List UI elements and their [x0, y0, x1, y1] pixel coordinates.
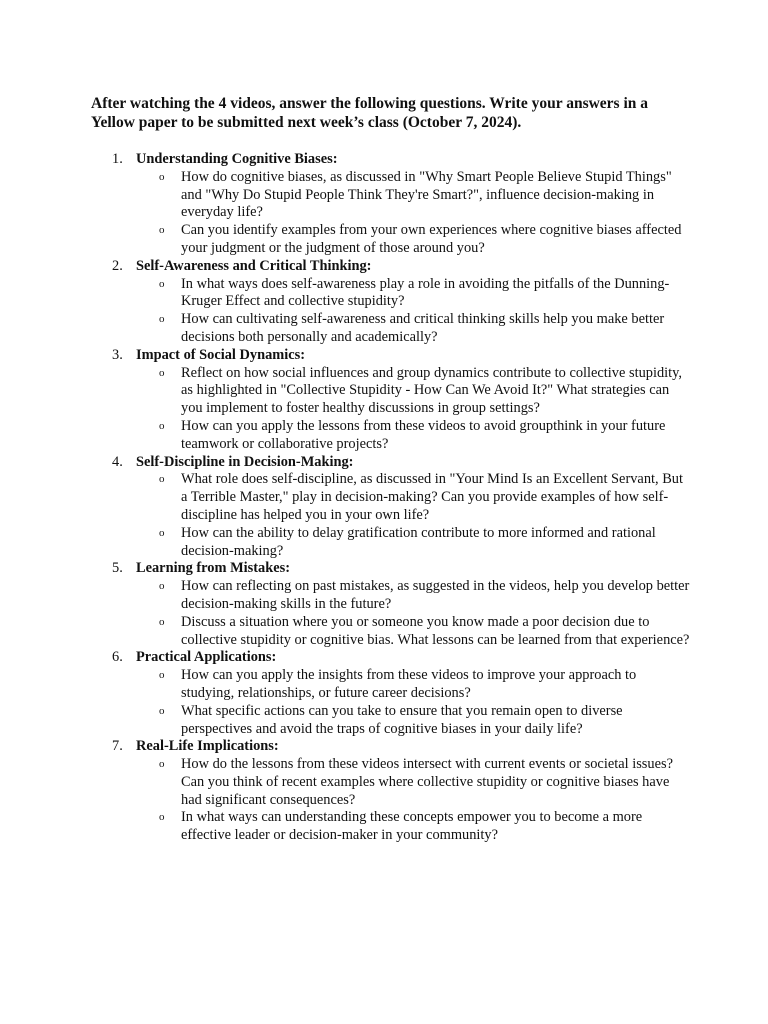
sub-question-item — [136, 169, 691, 222]
sub-question-text: What role does self-discipline, as discussed in "Your Mind Is an Excellent Servant, But a Terrible Master," play in decision-making? Can you provide examples of how self-discipline has helped you in your own life? — [181, 471, 683, 523]
question-number: 7. — [112, 738, 123, 755]
circle-bullet-icon: o — [159, 473, 165, 486]
question-heading: Understanding Cognitive Biases: — [136, 151, 338, 167]
question-list — [91, 151, 691, 845]
sub-question-text: How do the lessons from these videos intersect with current events or societal issues? Can you think of recent examples where collective stupidity or cognitive biases have had significant consequences? — [181, 756, 673, 808]
sub-question-text: How can you apply the insights from these videos to improve your approach to studying, relationships, or future career decisions? — [181, 667, 637, 701]
sub-question-text: Can you identify examples from your own experiences where cognitive biases affected your judgment or the judgment of those around you? — [181, 222, 682, 256]
sub-question-list — [136, 169, 691, 258]
circle-bullet-icon: o — [159, 580, 165, 593]
sub-question-text: In what ways does self-awareness play a role in avoiding the pitfalls of the Dunning-Kruger Effect and collective stupidity? — [181, 275, 670, 310]
question-item — [91, 151, 691, 258]
circle-bullet-icon: o — [159, 526, 165, 539]
question-number: 3. — [112, 346, 123, 363]
circle-bullet-icon: o — [159, 704, 165, 717]
document-page — [91, 95, 691, 845]
question-number: 1. — [112, 151, 123, 167]
sub-question-item — [136, 471, 691, 524]
sub-question-list — [136, 276, 691, 347]
question-heading: Real-Life Implications: — [136, 738, 279, 755]
sub-question-list — [136, 667, 691, 738]
question-item — [91, 649, 691, 738]
sub-question-text: How can the ability to delay gratification contribute to more informed and rational decision-making? — [181, 524, 656, 559]
sub-question-text: How can reflecting on past mistakes, as suggested in the videos, help you develop better decision-making skills in the future? — [181, 578, 690, 612]
sub-question-list — [136, 578, 691, 649]
sub-question-list — [136, 756, 691, 845]
question-number: 6. — [112, 649, 123, 666]
question-number: 4. — [112, 453, 123, 470]
question-heading: Self-Discipline in Decision-Making: — [136, 453, 354, 470]
sub-question-item — [136, 809, 691, 845]
sub-question-item — [136, 614, 691, 650]
question-item — [91, 258, 691, 347]
sub-question-item — [136, 667, 691, 703]
circle-bullet-icon: o — [159, 669, 165, 682]
question-heading: Self-Awareness and Critical Thinking: — [136, 257, 372, 274]
circle-bullet-icon: o — [159, 170, 165, 183]
circle-bullet-icon: o — [159, 758, 165, 771]
circle-bullet-icon: o — [159, 224, 165, 237]
circle-bullet-icon: o — [159, 419, 165, 432]
sub-question-list — [136, 471, 691, 560]
sub-question-text: In what ways can understanding these concepts empower you to become a more effective leader or decision-maker in your community? — [181, 809, 643, 844]
sub-question-text: Discuss a situation where you or someone you know made a poor decision due to collective stupidity or cognitive bias. What lessons can be learned from that experience? — [181, 613, 690, 648]
sub-question-item — [136, 311, 691, 347]
question-item — [91, 347, 691, 454]
question-number: 2. — [112, 257, 123, 274]
sub-question-item — [136, 222, 691, 258]
sub-question-item — [136, 756, 691, 809]
circle-bullet-icon: o — [159, 811, 165, 824]
sub-question-item — [136, 525, 691, 561]
question-item — [91, 454, 691, 561]
question-number: 5. — [112, 560, 123, 577]
sub-question-text: Reflect on how social influences and group dynamics contribute to collective stupidity, as highlighted in "Collective Stupidity - How Can We Avoid It?" What strategies can you implement to foster healthy discussions in group settings? — [181, 364, 683, 417]
sub-question-text: What specific actions can you take to ensure that you remain open to diverse perspectives and avoid the traps of cognitive biases in your daily life? — [181, 702, 623, 737]
sub-question-text: How can cultivating self-awareness and critical thinking skills help you make better decisions both personally and academically? — [181, 311, 665, 345]
question-item — [91, 738, 691, 845]
question-heading: Learning from Mistakes: — [136, 560, 291, 577]
sub-question-item — [136, 578, 691, 614]
circle-bullet-icon: o — [159, 366, 165, 379]
question-heading: Practical Applications: — [136, 649, 277, 666]
sub-question-item — [136, 418, 691, 454]
sub-question-text: How can you apply the lessons from these videos to avoid groupthink in your future teamwork or collaborative projects? — [181, 417, 666, 452]
question-heading: Impact of Social Dynamics: — [136, 346, 306, 363]
sub-question-item — [136, 276, 691, 312]
sub-question-list — [136, 365, 691, 454]
sub-question-text: How do cognitive biases, as discussed in "Why Smart People Believe Stupid Things" and "Why Do Stupid People Think They're Smart?", influence decision-making in everyday life? — [181, 168, 672, 221]
circle-bullet-icon: o — [159, 313, 165, 326]
sub-question-item — [136, 365, 691, 418]
question-item — [91, 560, 691, 649]
sub-question-item — [136, 703, 691, 739]
instructions-paragraph: After watching the 4 videos, answer the following questions. Write your answers in a Yellow paper to be submitted next week’s class (October 7, 2024). — [91, 95, 649, 131]
circle-bullet-icon: o — [159, 615, 165, 628]
circle-bullet-icon: o — [159, 277, 165, 290]
